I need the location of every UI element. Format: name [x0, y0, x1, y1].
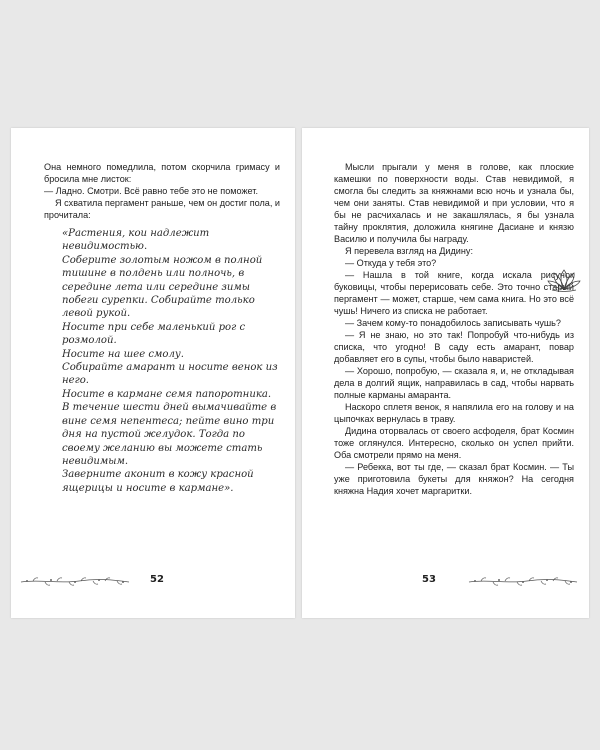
paragraph: — Я не знаю, но это так! Попробуй что-нибудь из списка, что угодно! В саду есть амарант, повар добавляет его в супы, чтобы было наваристей.: [334, 330, 574, 364]
paragraph: Она немного помедлила, потом скорчила гримасу и бросила мне листок:: [44, 162, 280, 184]
paragraph: — Зачем кому-то понадобилось записывать чушь?: [345, 318, 561, 328]
page-footer: [302, 574, 589, 588]
parchment-line: «Растения, кои надлежит невидимостью.: [62, 228, 210, 253]
right-page: [302, 128, 589, 618]
page-number: 53: [422, 574, 436, 585]
paragraph: — Ребекка, вот ты где, — сказал брат Космин. — Ты уже приготовила букеты для княжон? На сегодня княжна Надия хочет маргаритки.: [334, 462, 574, 496]
page-number: 52: [150, 574, 164, 585]
page-footer: [11, 574, 295, 588]
parchment-line: Заверните аконит в кожу красной ящерицы и носите в кармане».: [62, 469, 254, 494]
parchment-line: Собирайте амарант и носите венок из него.: [62, 362, 278, 387]
parchment-line: Носите на шее смолу.: [62, 348, 184, 360]
parchment-line: Носите при себе маленький рог с розмолой.: [62, 321, 246, 347]
parchment-line: Носите в кармане семя папоротника.: [62, 388, 272, 400]
paragraph: — Нашла в той книге, когда искала рисунок буковицы, чтобы перерисовать себе. Это точно старый пергамент — может, старше, чем сама книга. Но это всё чушь! Ничего из списка не работает.: [334, 270, 574, 316]
paragraph: — Ладно. Смотри. Всё равно тебе это не поможет.: [44, 186, 258, 196]
paragraph: Мысли прыгали у меня в голове, как плоские камешки по поверхности воды. Став невидимой, я смогла бы следить за княжнами всю ночь и узнала бы, чем они заняты. Став невидимой и при условии, что я бы не расчихалась и не закашлялась, я бы узнала тайну проклятия, доложила княгине Дасиане и князю Василю и получила бы награду.: [334, 162, 574, 244]
parchment-line: В течение шести дней вымачивайте в вине семя непентеса; пейте вино три дня на пустой желудок. Тогда по своему желанию вы можете стать невидимым.: [62, 402, 277, 467]
right-page-text: [334, 161, 574, 497]
parchment-text: [44, 227, 280, 495]
parchment-line: Соберите золотым ножом в полной тишине в полдень или полночь, в середине лета или середине зимы побеги сурепки. Собирайте только левой рукой.: [62, 254, 263, 320]
lotus-flower-icon: [546, 267, 582, 293]
left-page-text: [44, 161, 280, 495]
vine-ornament-icon: [19, 574, 131, 588]
paragraph: Дидина оторвалась от своего асфоделя, брат Космин тоже оглянулся. Интересно, сколько он успел прийти. Оба смотрели прямо на меня.: [334, 426, 574, 460]
left-page: [11, 128, 295, 618]
paragraph: Я перевела взгляд на Дидину:: [345, 246, 473, 256]
paragraph: Я схватила пергамент раньше, чем он достиг пола, и прочитала:: [44, 198, 280, 220]
paragraph: — Откуда у тебя это?: [345, 258, 437, 268]
paragraph: — Хорошо, попробую, — сказала я, и, не откладывая дела в долгий ящик, направилась в сад, чтобы нарвать полные карманы амаранта.: [334, 366, 574, 400]
vine-ornament-icon: [467, 574, 579, 588]
paragraph: Наскоро сплетя венок, я напялила его на голову и на цыпочках вернулась в траву.: [334, 402, 574, 424]
